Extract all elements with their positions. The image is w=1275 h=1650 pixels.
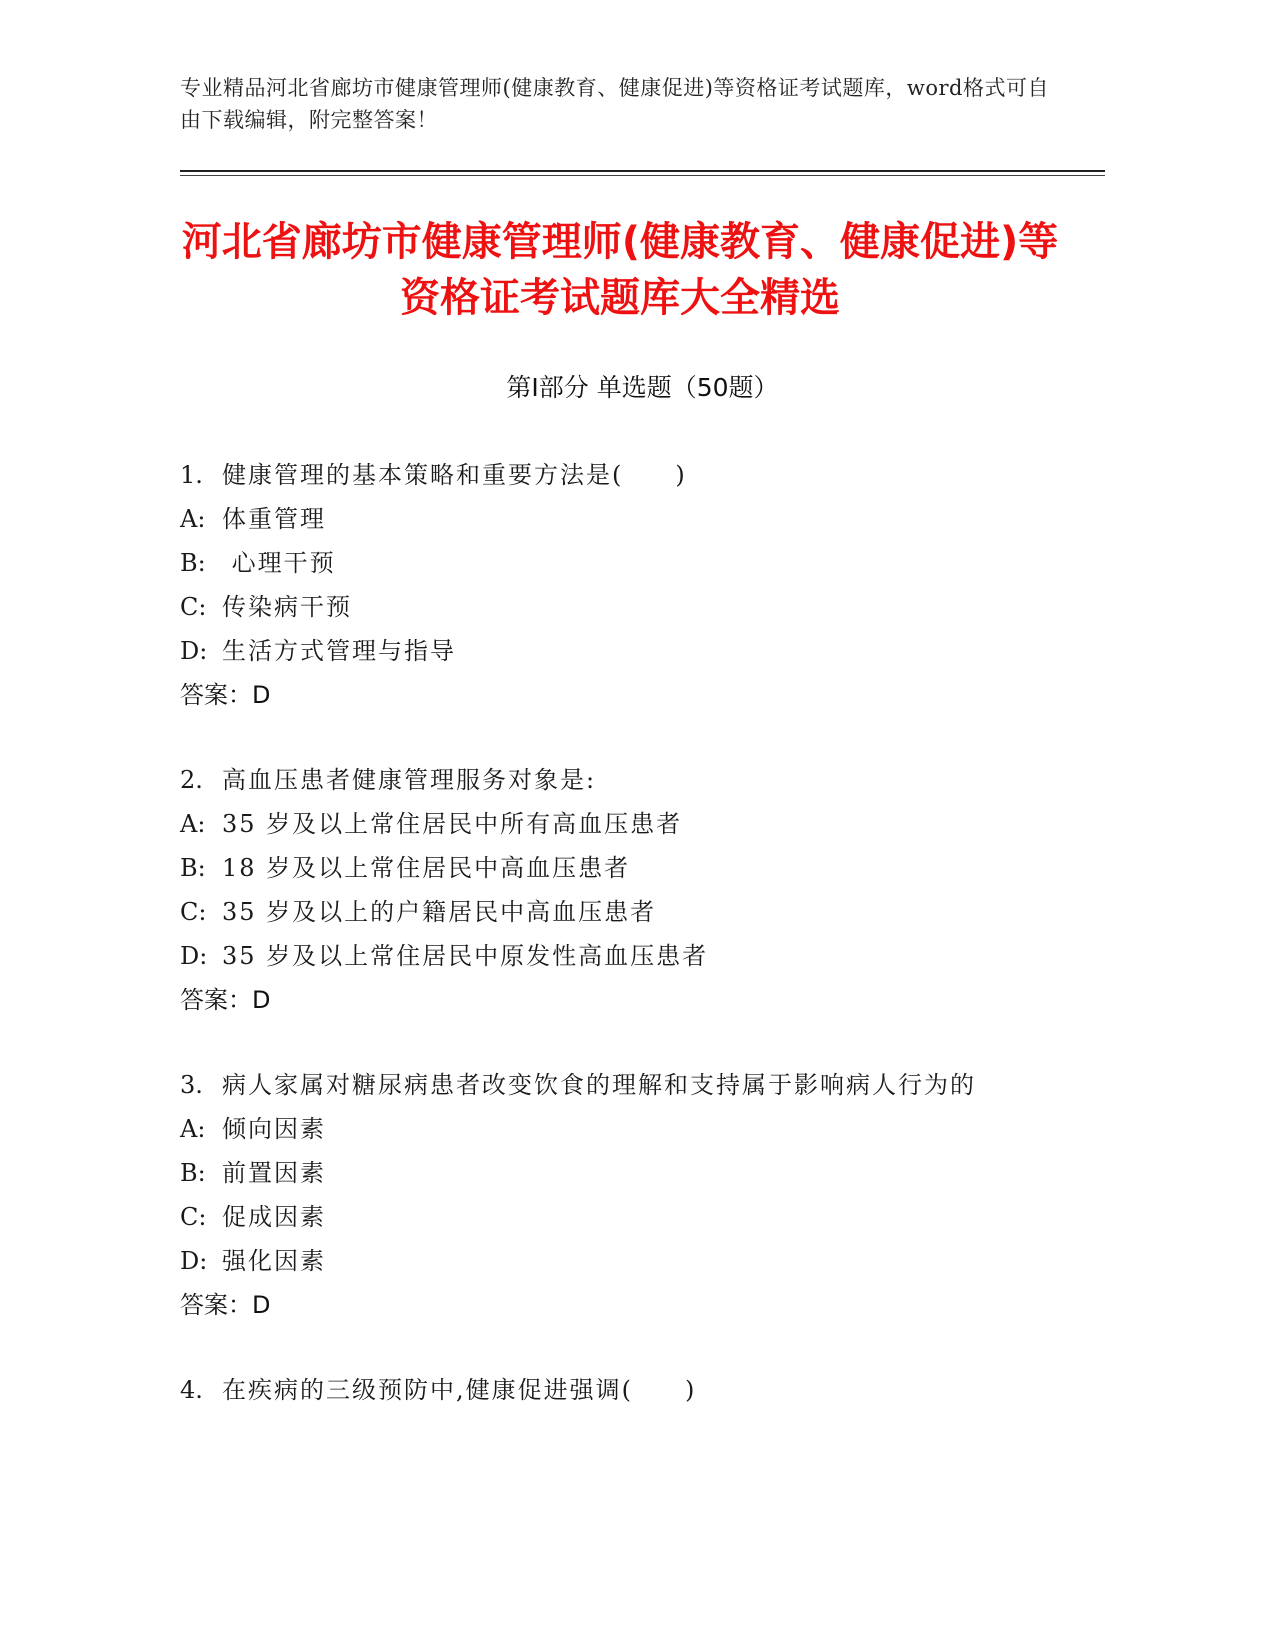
option-b [180, 1151, 1105, 1195]
option-label: A: [180, 810, 206, 838]
option-a [180, 802, 1105, 846]
header-rule-thick [180, 170, 1105, 172]
option-text: 18 岁及以上常住居民中高血压患者 [222, 854, 631, 882]
question-text: 在疾病的三级预防中,健康促进强调( ) [222, 1376, 697, 1404]
question-stem [180, 1063, 1105, 1107]
question-stem [180, 1368, 1105, 1412]
question-2 [180, 758, 1105, 1022]
option-d [180, 934, 1105, 978]
option-text: 体重管理 [222, 505, 326, 533]
option-label: A: [180, 1115, 206, 1143]
question-text: 健康管理的基本策略和重要方法是( ) [222, 461, 687, 489]
question-number: 3. [180, 1071, 203, 1099]
option-text: 35 岁及以上的户籍居民中高血压患者 [222, 898, 657, 926]
question-number: 1. [180, 461, 203, 489]
question-4 [180, 1368, 1105, 1412]
answer-value: D [252, 1291, 271, 1319]
document-title: 河北省廊坊市健康管理师(健康教育、健康促进)等资格证考试题库大全精选 [181, 219, 1059, 321]
option-label: C: [180, 1203, 207, 1231]
question-text: 病人家属对糖尿病患者改变饮食的理解和支持属于影响病人行为的 [222, 1071, 976, 1099]
option-text: 前置因素 [222, 1159, 326, 1187]
option-text: 生活方式管理与指导 [222, 637, 456, 665]
option-label: B: [180, 854, 206, 882]
header-note: 专业精品河北省廊坊市健康管理师(健康教育、健康促进)等资格证考试题库，word格式可自由下载编辑，附完整答案！ [180, 76, 1049, 132]
option-text: 倾向因素 [222, 1115, 326, 1143]
answer-line [180, 1283, 1105, 1327]
question-1 [180, 453, 1105, 717]
answer-value: D [252, 986, 271, 1014]
option-b [180, 846, 1105, 890]
option-text: 促成因素 [222, 1203, 326, 1231]
option-c [180, 1195, 1105, 1239]
question-number: 4. [180, 1376, 203, 1404]
question-number: 2. [180, 766, 203, 794]
option-text: 35 岁及以上常住居民中所有高血压患者 [222, 810, 683, 838]
question-text: 高血压患者健康管理服务对象是: [222, 766, 597, 794]
option-d [180, 1239, 1105, 1283]
option-c [180, 585, 1105, 629]
option-label: D: [180, 637, 208, 665]
answer-prefix: 答案： [180, 681, 252, 709]
option-b [180, 541, 1105, 585]
option-label: D: [180, 1247, 208, 1275]
answer-line [180, 978, 1105, 1022]
option-text: 35 岁及以上常住居民中原发性高血压患者 [222, 942, 709, 970]
option-text: 强化因素 [222, 1247, 326, 1275]
question-stem [180, 758, 1105, 802]
option-text: 传染病干预 [222, 593, 352, 621]
answer-prefix: 答案： [180, 986, 252, 1014]
option-label: D: [180, 942, 208, 970]
option-label: B: [180, 549, 206, 577]
option-text: 心理干预 [222, 549, 336, 577]
option-d [180, 629, 1105, 673]
answer-value: D [252, 681, 271, 709]
section-title: 第Ⅰ部分 单选题（50题） [506, 373, 779, 402]
option-a [180, 1107, 1105, 1151]
header-rule-thin [180, 175, 1105, 176]
answer-prefix: 答案： [180, 1291, 252, 1319]
option-a [180, 497, 1105, 541]
question-stem [180, 453, 1105, 497]
option-label: B: [180, 1159, 206, 1187]
answer-line [180, 673, 1105, 717]
option-label: C: [180, 898, 207, 926]
option-label: C: [180, 593, 207, 621]
option-c [180, 890, 1105, 934]
question-3 [180, 1063, 1105, 1327]
option-label: A: [180, 505, 206, 533]
